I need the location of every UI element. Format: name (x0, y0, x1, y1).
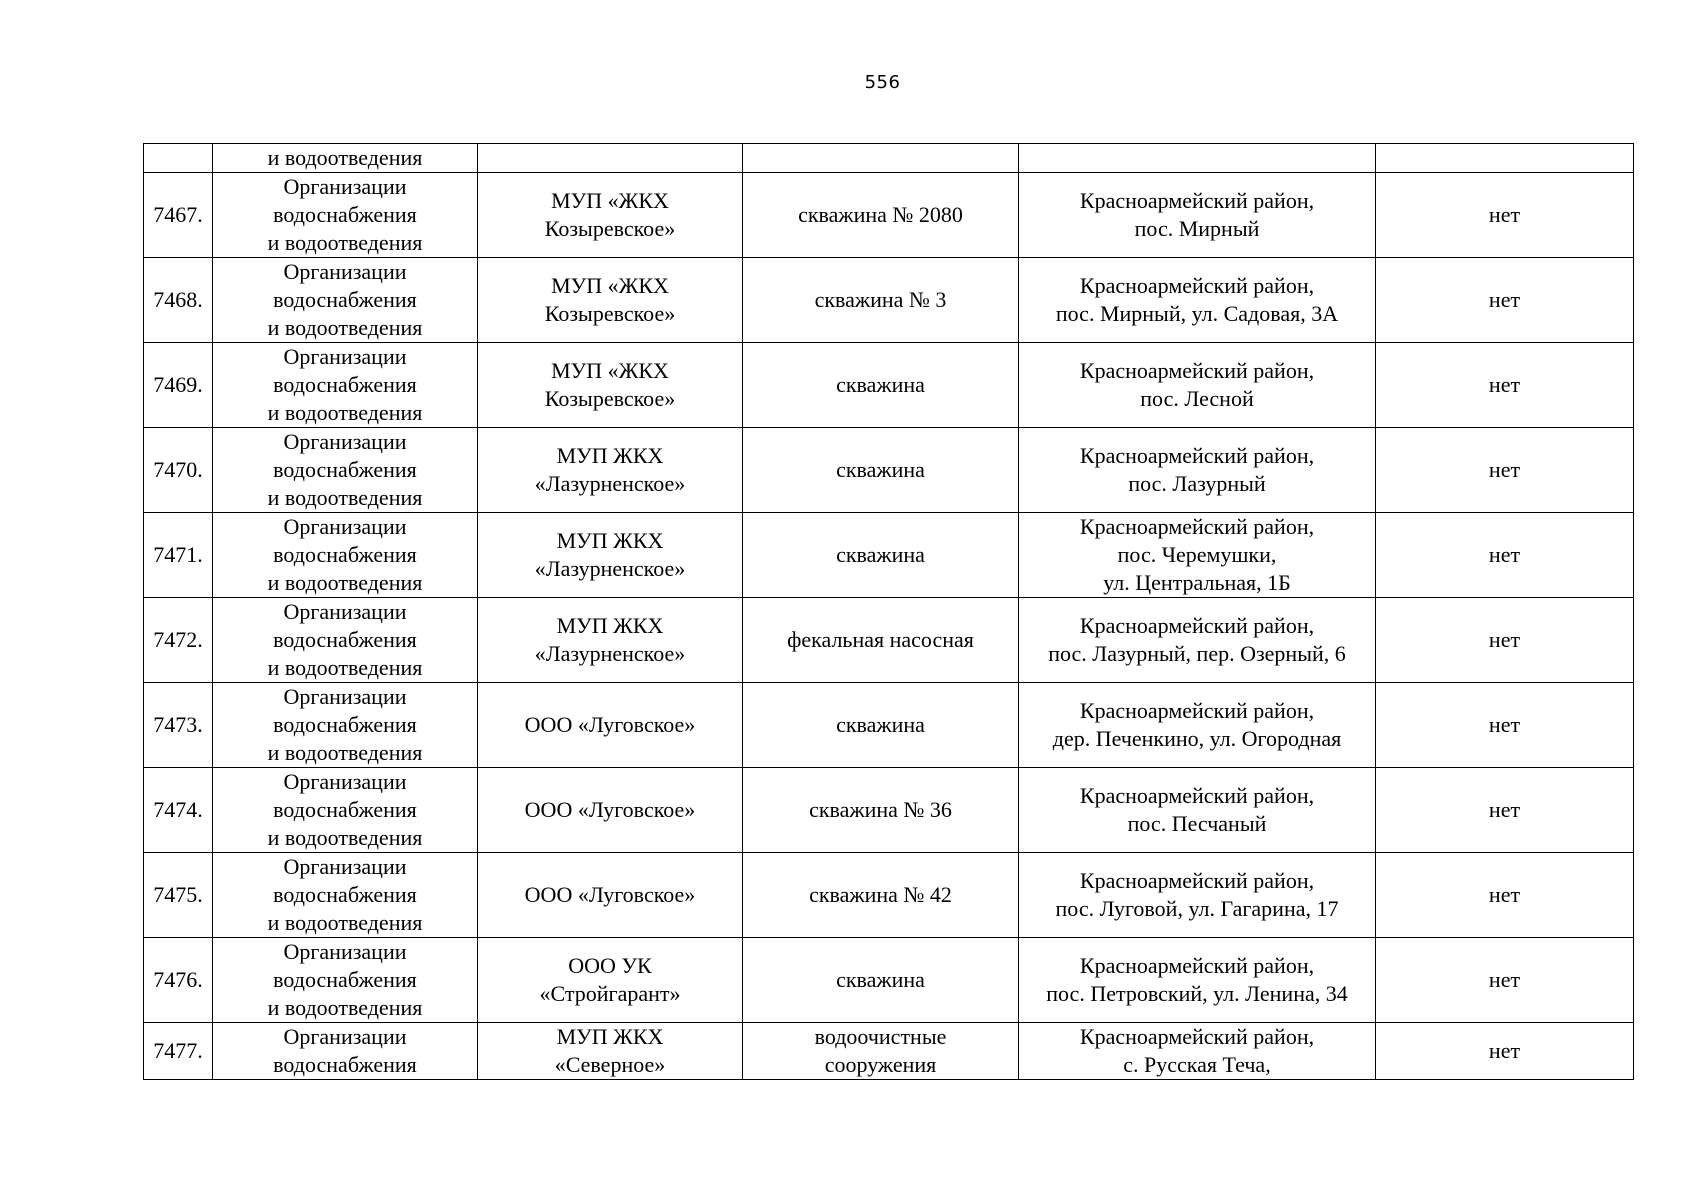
cell-type: Организации водоснабжения и водоотведения (213, 258, 478, 343)
cell-organization: ООО УК «Стройгарант» (478, 938, 743, 1023)
cell-organization: МУП ЖКХ «Лазурненское» (478, 513, 743, 598)
table-row (144, 768, 1634, 853)
cell-number: 7475. (144, 853, 213, 938)
cell-organization: ООО «Луговское» (478, 683, 743, 768)
cell-number: 7472. (144, 598, 213, 683)
cell-type: Организации водоснабжения и водоотведения (213, 938, 478, 1023)
table-row (144, 428, 1634, 513)
cell-object: водоочистные сооружения (743, 1023, 1019, 1080)
cell-status: нет (1376, 258, 1634, 343)
cell-organization: МУП «ЖКХ Козыревское» (478, 343, 743, 428)
cell-status: нет (1376, 173, 1634, 258)
cell-address (1019, 144, 1376, 173)
cell-object: скважина (743, 683, 1019, 768)
cell-status: нет (1376, 683, 1634, 768)
page-number: 556 (864, 72, 901, 93)
cell-object: фекальная насосная (743, 598, 1019, 683)
cell-number: 7468. (144, 258, 213, 343)
table-row (144, 853, 1634, 938)
cell-type: Организации водоснабжения и водоотведения (213, 513, 478, 598)
cell-status: нет (1376, 343, 1634, 428)
table-row (144, 343, 1634, 428)
cell-address: Красноармейский район, пос. Луговой, ул. Гагарина, 17 (1019, 853, 1376, 938)
cell-object: скважина (743, 428, 1019, 513)
registry-table (143, 143, 1634, 1080)
cell-address: Красноармейский район, пос. Петровский, ул. Ленина, 34 (1019, 938, 1376, 1023)
cell-address: Красноармейский район, пос. Лазурный (1019, 428, 1376, 513)
cell-organization (478, 144, 743, 173)
table-row (144, 258, 1634, 343)
cell-type: Организации водоснабжения и водоотведения (213, 343, 478, 428)
cell-status: нет (1376, 428, 1634, 513)
cell-number: 7467. (144, 173, 213, 258)
cell-address: Красноармейский район, с. Русская Теча, (1019, 1023, 1376, 1080)
cell-address: Красноармейский район, дер. Печенкино, ул. Огородная (1019, 683, 1376, 768)
cell-number: 7474. (144, 768, 213, 853)
cell-number: 7470. (144, 428, 213, 513)
table-row (144, 683, 1634, 768)
cell-address: Красноармейский район, пос. Черемушки, ул. Центральная, 1Б (1019, 513, 1376, 598)
cell-type: Организации водоснабжения и водоотведения (213, 683, 478, 768)
cell-type: Организации водоснабжения и водоотведения (213, 598, 478, 683)
cell-object: скважина № 36 (743, 768, 1019, 853)
cell-type: Организации водоснабжения (213, 1023, 478, 1080)
cell-status: нет (1376, 513, 1634, 598)
cell-number: 7476. (144, 938, 213, 1023)
table-row (144, 938, 1634, 1023)
cell-object: скважина (743, 343, 1019, 428)
table-row (144, 1023, 1634, 1080)
table-row (144, 173, 1634, 258)
cell-address: Красноармейский район, пос. Мирный, ул. Садовая, 3А (1019, 258, 1376, 343)
cell-type: Организации водоснабжения и водоотведения (213, 428, 478, 513)
cell-organization: МУП «ЖКХ Козыревское» (478, 258, 743, 343)
cell-status: нет (1376, 938, 1634, 1023)
cell-object: скважина № 3 (743, 258, 1019, 343)
cell-status: нет (1376, 853, 1634, 938)
table-row (144, 598, 1634, 683)
cell-organization: ООО «Луговское» (478, 853, 743, 938)
cell-type: Организации водоснабжения и водоотведения (213, 173, 478, 258)
cell-status: нет (1376, 1023, 1634, 1080)
cell-number: 7469. (144, 343, 213, 428)
cell-organization: МУП ЖКХ «Северное» (478, 1023, 743, 1080)
cell-organization: МУП ЖКХ «Лазурненское» (478, 428, 743, 513)
cell-number: 7473. (144, 683, 213, 768)
cell-address: Красноармейский район, пос. Лесной (1019, 343, 1376, 428)
cell-address: Красноармейский район, пос. Мирный (1019, 173, 1376, 258)
cell-status (1376, 144, 1634, 173)
table-row (144, 513, 1634, 598)
cell-type: Организации водоснабжения и водоотведения (213, 768, 478, 853)
cell-object: скважина № 42 (743, 853, 1019, 938)
cell-object: скважина № 2080 (743, 173, 1019, 258)
cell-object: скважина (743, 513, 1019, 598)
registry-table-body (144, 144, 1634, 1080)
cell-number: 7471. (144, 513, 213, 598)
continuation-row (144, 144, 1634, 173)
cell-number: 7477. (144, 1023, 213, 1080)
cell-object: скважина (743, 938, 1019, 1023)
cell-address: Красноармейский район, пос. Песчаный (1019, 768, 1376, 853)
cell-status: нет (1376, 598, 1634, 683)
cell-organization: МУП ЖКХ «Лазурненское» (478, 598, 743, 683)
cell-organization: МУП «ЖКХ Козыревское» (478, 173, 743, 258)
cell-number (144, 144, 213, 173)
cell-organization: ООО «Луговское» (478, 768, 743, 853)
cell-status: нет (1376, 768, 1634, 853)
cell-type: и водоотведения (213, 144, 478, 173)
cell-object (743, 144, 1019, 173)
cell-address: Красноармейский район, пос. Лазурный, пер. Озерный, 6 (1019, 598, 1376, 683)
cell-type: Организации водоснабжения и водоотведения (213, 853, 478, 938)
